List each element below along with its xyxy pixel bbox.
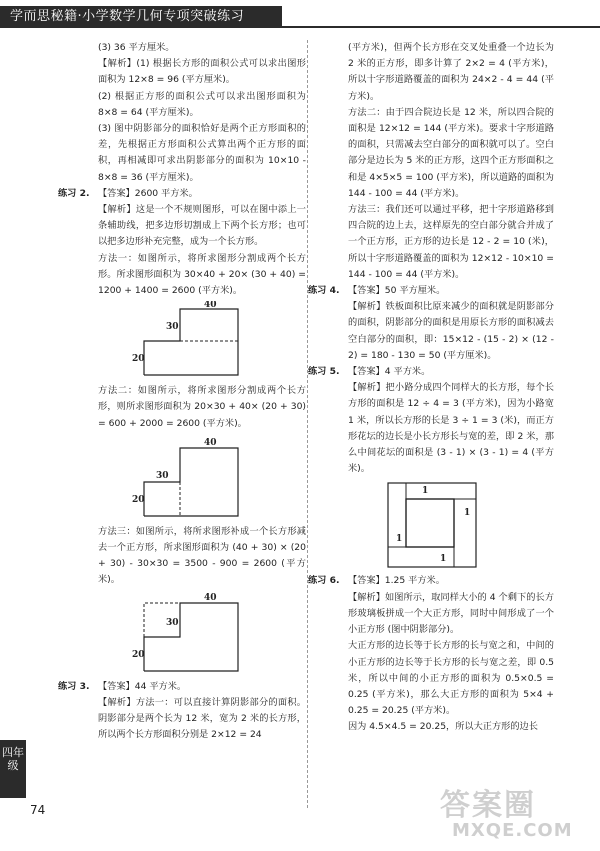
- analysis-text: 【解析】(1) 根据长方形的面积公式可以求出图形面积为 12×8 = 96 (平方厘米)。: [98, 58, 306, 86]
- exercise-2: [58, 186, 306, 675]
- dim-label: 20: [132, 649, 145, 660]
- method-text: 方法二：由于四合院边长是 12 米，所以四合院的面积是 12×12 = 144 (平方米)。要求十字形道路的面积，只需减去空白部分的面积就可以了。空白部分是边长为 5 米的正方形，这四个正方形面积之和是 4×5×5 = 100 (平方米)，所以道路的面积为 144 - 100 = 44 (平方米)。: [348, 106, 554, 199]
- method-text: 方法三：如图所示，将所求图形补成一个长方形减去一个正方形，所求图形面积为 (40 + 30) × (20 + 30) - 30×30 = 3500 - 900 = 2600 (平方米)。: [98, 525, 306, 586]
- exercise-number: 练习 4.: [308, 285, 340, 297]
- dim-label: 1: [440, 554, 447, 565]
- method-text: 方法一：如图所示，将所求图形分割成两个长方形。所求图形面积为 30×40 + 20× (30 + 40) = 1200 + 1400 = 2600 (平方米)。: [98, 252, 306, 297]
- method-text: 方法三：我们还可以通过平移，把十字形道路移到四合院的边上去，这样原先的空白部分就合并成了一个正方形，正方形的边长是 12 - 2 = 10 (米)，所以十字形道路覆盖的面积为 12×12 - 10×10 = 144 - 100 = 44 (平方米)。: [348, 204, 554, 280]
- figure-method-3: [98, 591, 298, 675]
- analysis-text: 【解析】铁板面积比原来减少的面积就是阴影部分的面积，阴影部分的面积是用原长方形的面积减去空白部分的面积，即：15×12 - (15 - 2) × (12 - 2) = 180 - 130 = 50 (平方厘米)。: [348, 301, 554, 361]
- analysis-text: (2) 根据正方形的面积公式可以求出图形面积为 8×8 = 64 (平方厘米)。: [98, 90, 306, 118]
- figure-method-1: [98, 301, 298, 379]
- dim-label: 40: [204, 592, 217, 603]
- grade-side-tab: 四年级: [0, 740, 26, 798]
- left-column: [58, 40, 306, 743]
- dim-label: 1: [422, 486, 429, 497]
- watermark-url: MXQE.COM: [452, 820, 573, 841]
- column-divider: [307, 40, 309, 808]
- answer-text: 【答案】1.25 平方米。: [348, 575, 445, 587]
- exercise-5: [308, 364, 554, 569]
- analysis-text: 【解析】方法一：可以直接计算阴影部分的面积。阴影部分是两个长为 12 米，宽为 2 米的长方形，所以两个长方形面积分别是 2×12 = 24: [98, 696, 306, 741]
- dim-label: 40: [204, 437, 217, 448]
- page-header: [0, 0, 600, 28]
- answer-text: 【答案】4 平方米。: [348, 366, 431, 378]
- answer-text: (3) 36 平方厘米。: [98, 42, 175, 53]
- dim-label: 30: [166, 617, 179, 628]
- answer-text: 【答案】50 平方厘米。: [348, 285, 446, 297]
- watermark-text: 答案圈: [440, 788, 536, 823]
- dim-label: 1: [464, 508, 471, 519]
- answer-text: 【答案】2600 平方米。: [98, 187, 198, 199]
- dim-label: 20: [132, 354, 145, 365]
- watermark: [440, 776, 590, 846]
- analysis-text: 大正方形的边长等于长方形的长与宽之和，中间的小正方形的边长等于长方形的长与宽之差，即 0.5 米，所以中间的小正方形的面积为 0.5×0.5 = 0.25 (平方米)，那么大正方形的面积为 5×4 + 0.25 = 20.25 (平方米)。: [348, 640, 554, 717]
- dim-label: 40: [204, 301, 217, 311]
- dim-label: 1: [396, 534, 403, 545]
- page-number: 74: [30, 803, 46, 817]
- figure-flowerbed: [348, 479, 548, 569]
- right-column: [308, 40, 554, 736]
- dim-label: 30: [166, 322, 179, 333]
- exercise-4: [308, 283, 554, 364]
- analysis-text: (平方米)，但两个长方形在交叉处重叠一个边长为 2 米的正方形，即多计算了 2×2 = 4 (平方米)，所以十字形道路覆盖的面积为 24×2 - 4 = 44 (平方米)。: [348, 42, 554, 102]
- dim-label: 30: [156, 470, 169, 481]
- exercise-6: [308, 573, 554, 735]
- exercise-number: 练习 5.: [308, 366, 340, 378]
- exercise-3: [58, 679, 306, 744]
- analysis-text: 【解析】这是一个不规则图形，可以在图中添上一条辅助线，把多边形切割成上下两个长方形；也可以把多边形补充完整，成为一个长方形。: [98, 204, 306, 248]
- exercise-number: 练习 3.: [58, 680, 90, 692]
- analysis-text: 【解析】如图所示，取同样大小的 4 个剩下的长方形玻璃板拼成一个大正方形，同时中间形成了一个小正方形 (图中阴影部分)。: [348, 591, 554, 636]
- dim-label: 20: [132, 494, 145, 505]
- exercise-number: 练习 2.: [58, 187, 90, 199]
- method-text: 方法二：如图所示，将所求图形分割成两个长方形，则所求图形面积为 20×30 + 40× (20 + 30) = 600 + 2000 = 2600 (平方米)。: [98, 385, 306, 429]
- analysis-text: 【解析】把小路分成四个同样大的长方形，每个长方形的面积是 12 ÷ 4 = 3 (平方米)，因为小路宽 1 米，所以长方形的长是 3 ÷ 1 = 3 (米)，而正方形花坛的边长是小长方形长与宽的差，即 2 米，那么中间花坛的面积是 (3 - 1) × (3 - 1) = 4 (平方米)。: [348, 382, 554, 475]
- analysis-text: (3) 图中阴影部分的面积恰好是两个正方形面积的差，先根据正方形面积公式算出两个正方形的面积，再相减即可求出阴影部分的面积为 10×10 - 8×8 = 36 (平方厘米)。: [98, 123, 306, 183]
- answer-text: 【答案】44 平方米。: [98, 680, 187, 692]
- header-title: 学而思秘籍·小学数学几何专项突破练习: [0, 6, 282, 28]
- exercise-number: 练习 6.: [308, 575, 340, 587]
- figure-method-2: [98, 434, 298, 520]
- analysis-text: 因为 4.5×4.5 = 20.25，所以大正方形的边长: [348, 721, 538, 733]
- header-rule: [282, 26, 600, 28]
